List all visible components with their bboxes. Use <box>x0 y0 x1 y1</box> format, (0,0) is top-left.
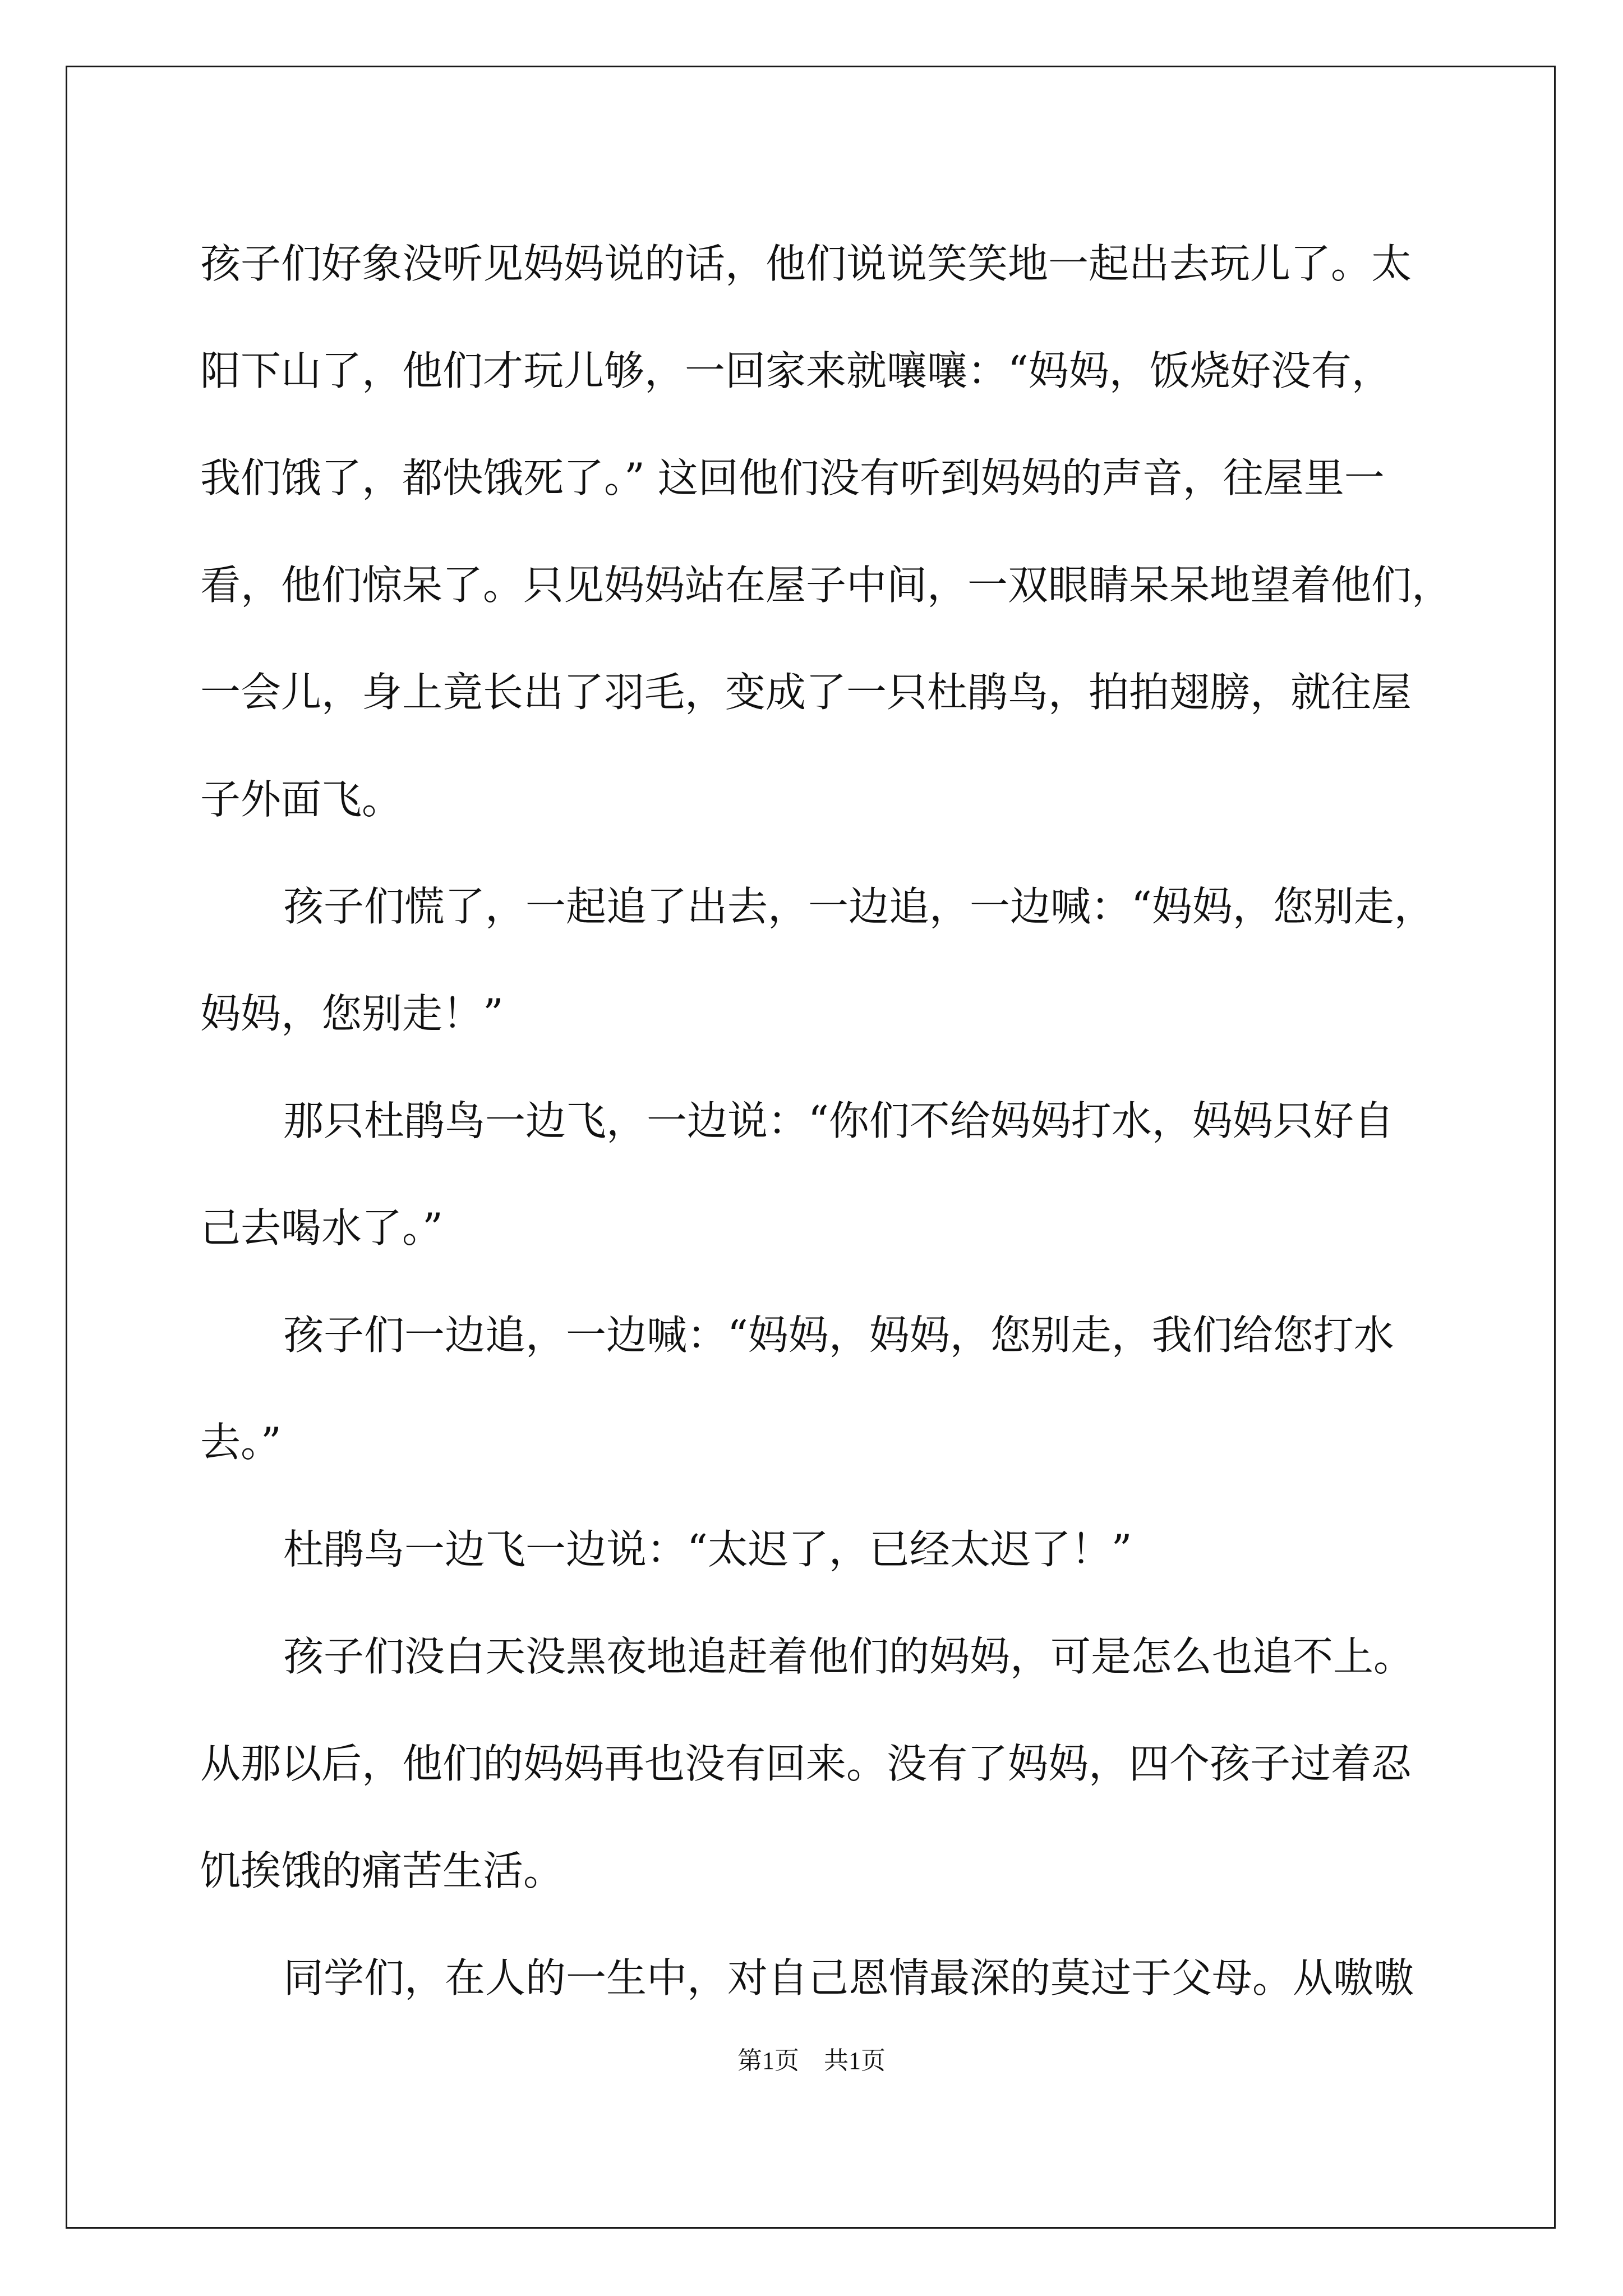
text-line: 同学们，在人的一生中，对自己恩情最深的莫过于父母。从嗷嗷 <box>283 1954 1414 2001</box>
text-line: 孩子们好象没听见妈妈说的话，他们说说笑笑地一起出去玩儿了。太 <box>200 240 1412 287</box>
text-line: 孩子们慌了，一起追了出去，一边追，一边喊：“妈妈，您别走， <box>283 883 1435 930</box>
text-line: 去。” <box>200 1419 282 1466</box>
paragraph-3 <box>200 1068 1434 1282</box>
text-line: 我们饿了，都快饿死了。” 这回他们没有听到妈妈的声音，往屋里一 <box>200 454 1385 501</box>
page-footer <box>0 2045 1623 2077</box>
text-line: 子外面飞。 <box>200 776 403 823</box>
text-line: 孩子们一边追，一边喊：“妈妈，妈妈，您别走，我们给您打水 <box>283 1312 1394 1359</box>
text-line: 从那以后，他们的妈妈再也没有回来。没有了妈妈，四个孩子过着忍 <box>200 1740 1412 1787</box>
paragraph-2 <box>200 853 1434 1068</box>
text-line: 看，他们惊呆了。只见妈妈站在屋子中间，一双眼睛呆呆地望着他们， <box>200 562 1453 609</box>
paragraph-5 <box>200 1496 1434 1603</box>
paragraph-1 <box>200 210 1453 853</box>
text-line: 那只杜鹃鸟一边飞，一边说：“你们不给妈妈打水，妈妈只好自 <box>283 1097 1394 1144</box>
text-line: 阳下山了，他们才玩儿够，一回家来就嚷嚷：“妈妈，饭烧好没有， <box>200 347 1392 394</box>
text-line: 杜鹃鸟一边飞一边说：“太迟了，已经太迟了！” <box>283 1526 1132 1573</box>
text-line: 饥挨饿的痛苦生活。 <box>200 1847 564 1894</box>
text-line: 妈妈，您别走！” <box>200 990 504 1037</box>
text-line: 孩子们没白天没黑夜地追赶着他们的妈妈，可是怎么也追不上。 <box>283 1633 1414 1680</box>
paragraph-4 <box>200 1282 1434 1496</box>
text-line: 一会儿，身上竟长出了羽毛，变成了一只杜鹃鸟，拍拍翅膀，就往屋 <box>200 669 1412 716</box>
document-body <box>200 210 1453 2032</box>
page-total: 共1页 <box>824 2047 886 2074</box>
paragraph-7 <box>200 1925 1434 2032</box>
page-number: 第1页 <box>737 2047 799 2074</box>
paragraph-6 <box>200 1603 1434 1925</box>
text-line: 己去喝水了。” <box>200 1204 443 1251</box>
